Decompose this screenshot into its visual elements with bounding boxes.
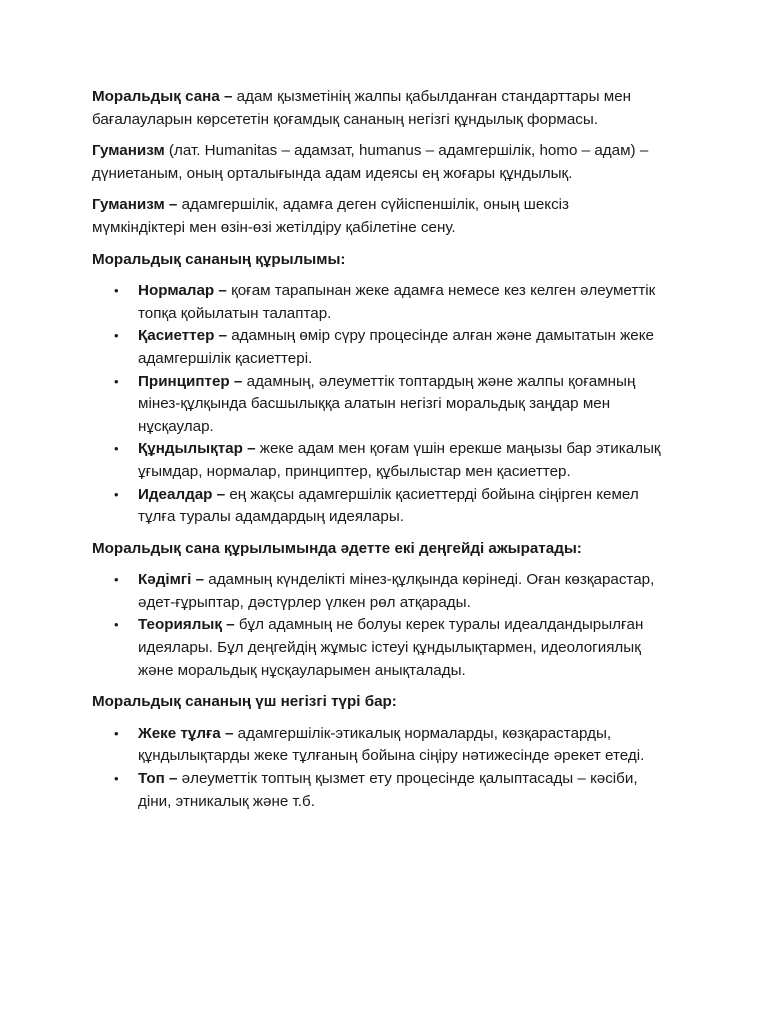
definition-term: Гуманизм – (92, 196, 178, 214)
item-term: Қасиеттер – (138, 327, 228, 345)
bullet-icon: • (114, 441, 119, 457)
list-item (92, 614, 664, 682)
item-term: Жеке тұлға – (138, 724, 234, 742)
definition-humanism (92, 194, 664, 239)
list-item (92, 325, 664, 370)
list-item (92, 280, 664, 325)
item-term: Топ – (138, 770, 178, 788)
definition-humanism-etymology (92, 140, 664, 185)
definition-text: адам қызметінің жалпы қабылданған стандарттары мен бағалауларын көрсететін қоғамдық сананың негізгі құндылық формасы. (92, 88, 632, 128)
list-item (92, 438, 664, 483)
item-text: бұл адамның не болуы керек туралы идеалдандырылған идеялары. Бұл деңгейдің жұмыс істеуі құндылықтармен, идеологиялық және моральдық нұсқауларымен анықталады. (138, 616, 644, 679)
structure-heading: Моральдық сананың құрылымы: (92, 250, 346, 268)
item-term: Теориялық – (138, 616, 235, 634)
definition-moral-consciousness (92, 86, 664, 131)
list-item (92, 723, 664, 768)
bullet-icon: • (114, 283, 119, 299)
types-heading: Моральдық сананың үш негізгі түрі бар: (92, 693, 397, 711)
bullet-icon: • (114, 486, 119, 502)
bullet-icon: • (114, 617, 119, 633)
bullet-icon: • (114, 328, 119, 344)
definition-text: адамгершілік, адамға деген сүйіспеншілік, оның шексіз мүмкіндіктері мен өзін-өзі жетілдіру қабілетіне сену. (92, 196, 570, 236)
bullet-icon: • (114, 771, 119, 787)
list-item (92, 569, 664, 614)
bullet-icon: • (114, 373, 119, 389)
item-text: адамның өмір сүру процесінде алған және дамытатын жеке адамгершілік қасиеттері. (138, 327, 654, 367)
item-text: ең жақсы адамгершілік қасиеттерді бойына сіңірген кемел тұлға туралы адамдардың идеялары. (138, 485, 639, 526)
definition-text: (лат. Humanitas – адамзат, humanus – адамгершілік, homo – адам) – дүниетаным, оның орталығында адам идеясы ең жоғары құндылық. (92, 142, 649, 182)
bullet-icon: • (114, 572, 119, 588)
item-text: адамның, әлеуметтік топтардың және жалпы қоғамның мінез-құлқында басшылыққа алатын негізгі моральдық заңдар мен нұсқаулар. (138, 372, 636, 435)
levels-list (92, 569, 664, 682)
levels-heading: Моральдық сана құрылымында әдетте екі деңгейді ажыратады: (92, 539, 582, 557)
item-text: жеке адам мен қоғам үшін ерекше маңызы бар этикалық ұғымдар, нормалар, принциптер, құбылыстар мен қасиеттер. (138, 440, 661, 480)
list-item (92, 768, 664, 813)
item-text: адамның күнделікті мінез-құлқында көрінеді. Оған көзқарастар, әдет-ғұрыптар, дәстүрлер үлкен рөл атқарады. (138, 571, 655, 611)
list-item (92, 484, 664, 529)
document-page (92, 86, 664, 822)
item-text: әлеуметтік топтың қызмет ету процесінде қалыптасады – кәсіби, діни, этникалық және т.б. (138, 770, 638, 810)
list-item (92, 371, 664, 439)
item-text: адамгершілік-этикалық нормаларды, көзқарастарды, құндылықтарды жеке тұлғаның бойына сіңіру нәтижесінде әрекет етеді. (138, 724, 645, 765)
types-list (92, 723, 664, 813)
item-term: Құндылықтар – (138, 440, 256, 458)
item-term: Кәдімгі – (138, 571, 205, 589)
definition-term: Гуманизм (92, 142, 165, 160)
item-text: қоғам тарапынан жеке адамға немесе кез келген әлеуметтік топқа қойылатын талаптар. (138, 282, 656, 322)
item-term: Нормалар – (138, 282, 227, 300)
definition-term: Моральдық сана – (92, 88, 233, 105)
structure-list (92, 280, 664, 529)
item-term: Принциптер – (138, 372, 243, 390)
bullet-icon: • (114, 725, 119, 741)
item-term: Идеалдар – (138, 485, 226, 503)
